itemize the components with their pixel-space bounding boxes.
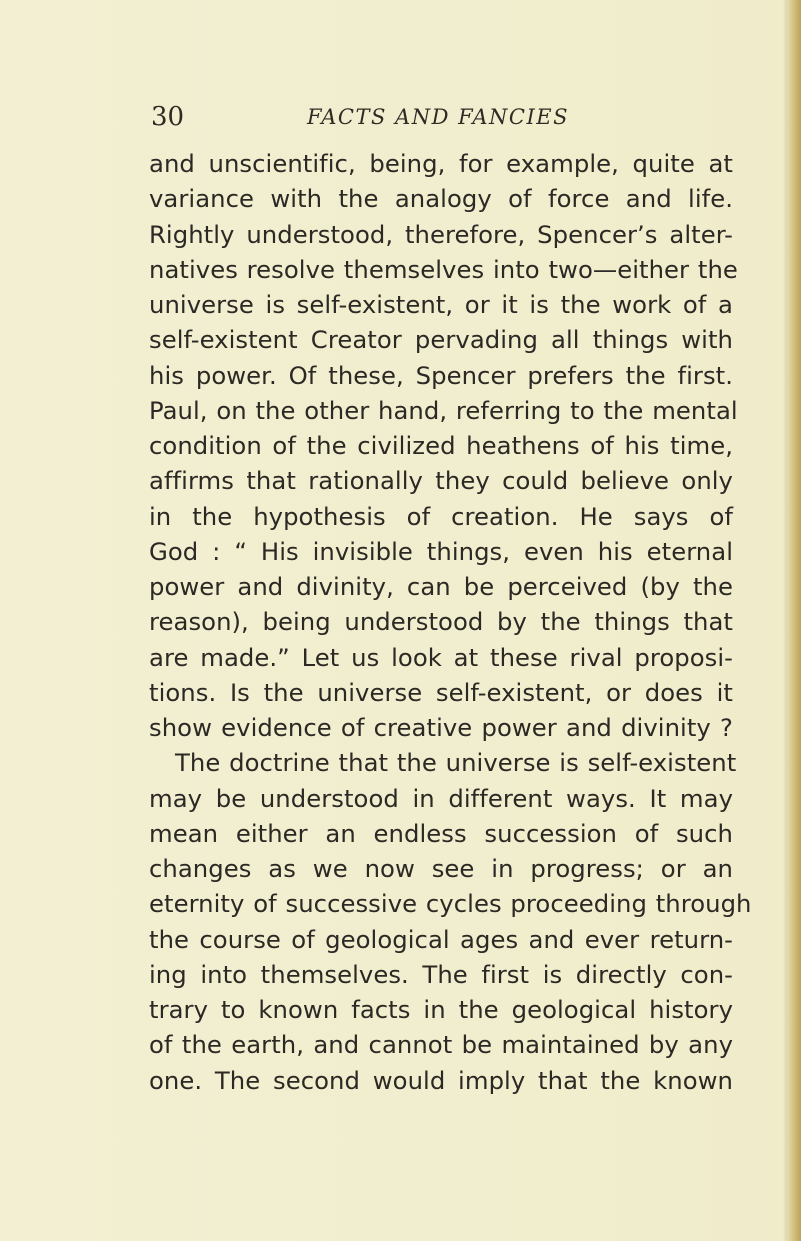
page-edge [787,0,801,1241]
text-line: one. The second would imply that the known [149,1065,733,1095]
text-line: tions. Is the universe self-existent, or does it [149,677,733,707]
text-line: affirms that rationally they could believe only [149,466,733,496]
text-line: eternity of successive cycles proceeding through [149,889,752,919]
text-line: Rightly understood, therefore, Spencer’s alter- [149,219,733,249]
text-line: power and divinity, can be perceived (by the [149,572,733,601]
text-line: self-existent Creator pervading all things with [149,325,733,355]
text-line: God : “ His invisible things, even his eternal [149,536,733,566]
text-line: ing into themselves. The first is directly con- [149,959,733,989]
text-line: changes as we now see in progress; or an [149,854,733,883]
text-line: the course of geological ages and ever return- [149,924,733,954]
page-number: 30 [151,102,185,132]
text-line: may be understood in different ways. It may [149,783,733,813]
text-line: variance with the analogy of force and life. [149,184,733,214]
text-line: in the hypothesis of creation. He says of [149,501,733,531]
body-text [149,146,752,1098]
running-head-title: FACTS AND FANCIES [307,105,569,129]
text-line: natives resolve themselves into two—either the [149,254,738,284]
text-line: mean either an endless succession of such [149,818,733,848]
text-line: universe is self-existent, or it is the work of a [149,290,733,319]
running-head [151,100,711,134]
text-line: condition of the civilized heathens of his time, [149,431,733,460]
text-line: reason), being understood by the things that [149,607,733,637]
text-line: of the earth, and cannot be maintained by any [149,1030,733,1060]
text-line: Paul, on the other hand, referring to the mental [149,395,738,425]
text-line: The doctrine that the universe is self-existent [175,748,737,778]
text-line: trary to known facts in the geological history [149,995,733,1024]
text-line: and unscientific, being, for example, quite at [149,149,733,178]
text-line: his power. Of these, Spencer prefers the first. [149,360,733,390]
text-line: show evidence of creative power and divinity ? [149,713,733,742]
text-line: are made.” Let us look at these rival proposi- [149,642,733,672]
